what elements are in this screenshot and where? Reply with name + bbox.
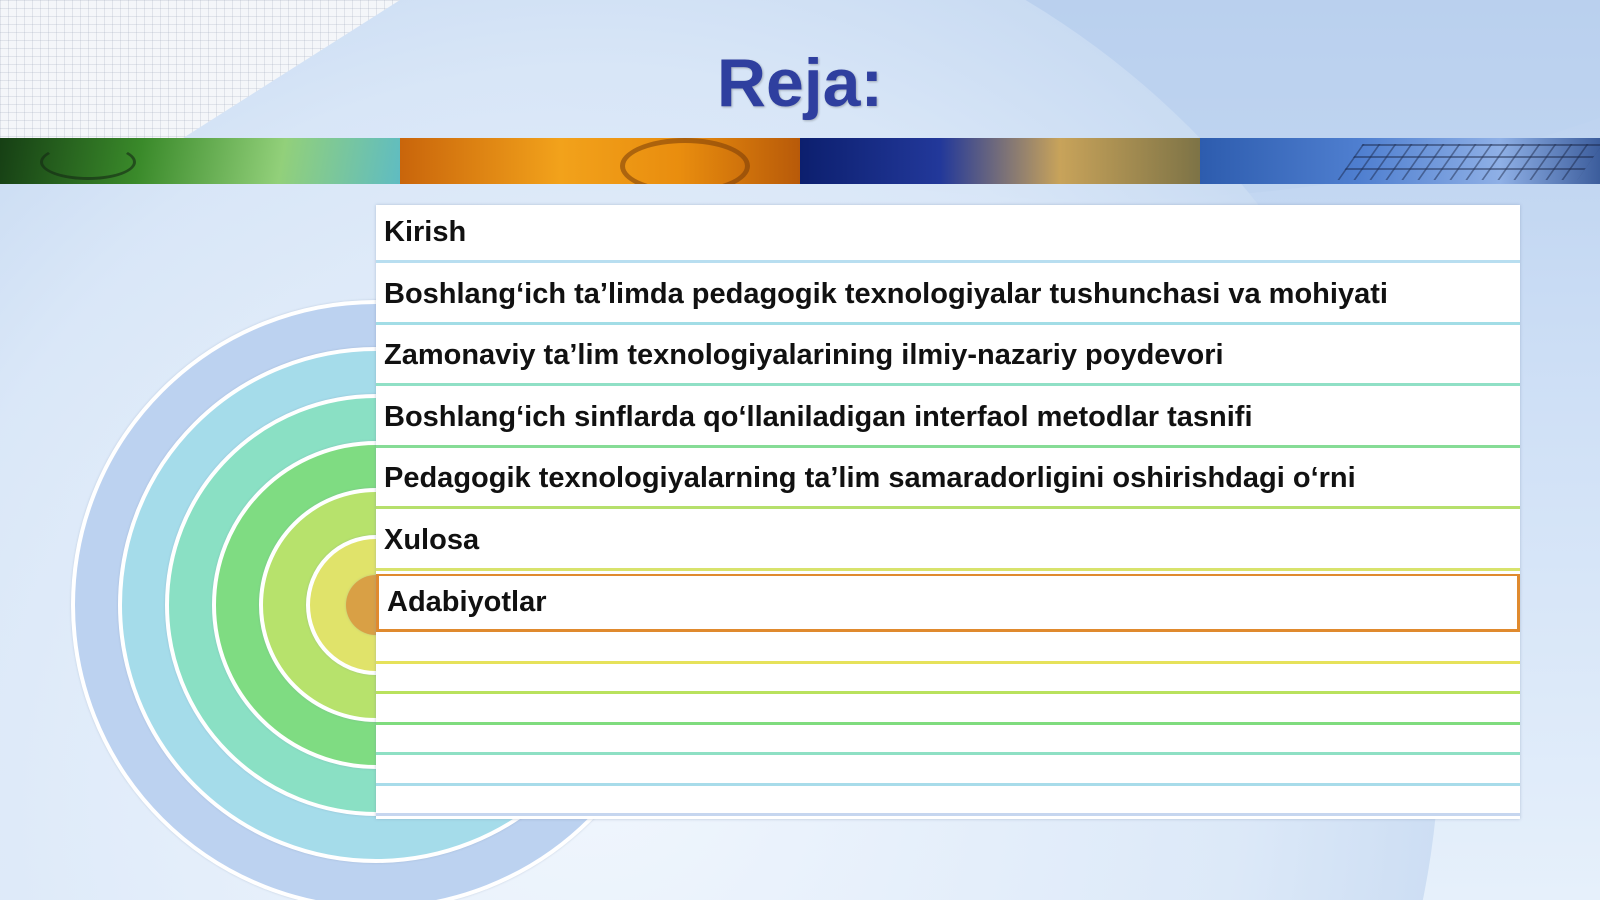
photo-orange-disk bbox=[400, 138, 800, 184]
empty-row bbox=[376, 727, 1520, 755]
empty-row bbox=[376, 636, 1520, 664]
agenda-item-label: Xulosa bbox=[384, 523, 480, 556]
empty-row bbox=[376, 758, 1520, 786]
agenda-item-7-highlighted bbox=[376, 574, 1520, 632]
agenda-item-label: Boshlang‘ich ta’limda pedagogik texnologiyalar tushunchasi va mohiyati bbox=[384, 277, 1388, 310]
agenda-item-5 bbox=[376, 451, 1520, 509]
agenda-item-label: Kirish bbox=[384, 216, 467, 248]
agenda-item-1 bbox=[376, 205, 1520, 263]
agenda-list bbox=[376, 205, 1520, 819]
agenda-item-label: Adabiyotlar bbox=[387, 586, 547, 618]
agenda-item-label: Zamonaviy ta’lim texnologiyalarining ilmiy-nazariy poydevori bbox=[384, 339, 1224, 371]
empty-row bbox=[376, 666, 1520, 694]
agenda-item-6 bbox=[376, 513, 1520, 571]
agenda-item-3 bbox=[376, 328, 1520, 386]
agenda-item-label: Boshlang‘ich sinflarda qo‘llaniladigan interfaol metodlar tasnifi bbox=[384, 400, 1253, 433]
photo-blue-hand bbox=[800, 138, 1200, 184]
photo-keyboard bbox=[1200, 138, 1600, 184]
agenda-item-label: Pedagogik texnologiyalarning ta’lim samaradorligini oshirishdagi o‘rni bbox=[384, 462, 1356, 494]
agenda-item-4 bbox=[376, 390, 1520, 448]
slide-title: Reja: bbox=[716, 45, 884, 121]
empty-row bbox=[376, 788, 1520, 816]
concentric-rings-decoration bbox=[0, 0, 400, 900]
agenda-item-2 bbox=[376, 267, 1520, 325]
empty-row bbox=[376, 697, 1520, 725]
